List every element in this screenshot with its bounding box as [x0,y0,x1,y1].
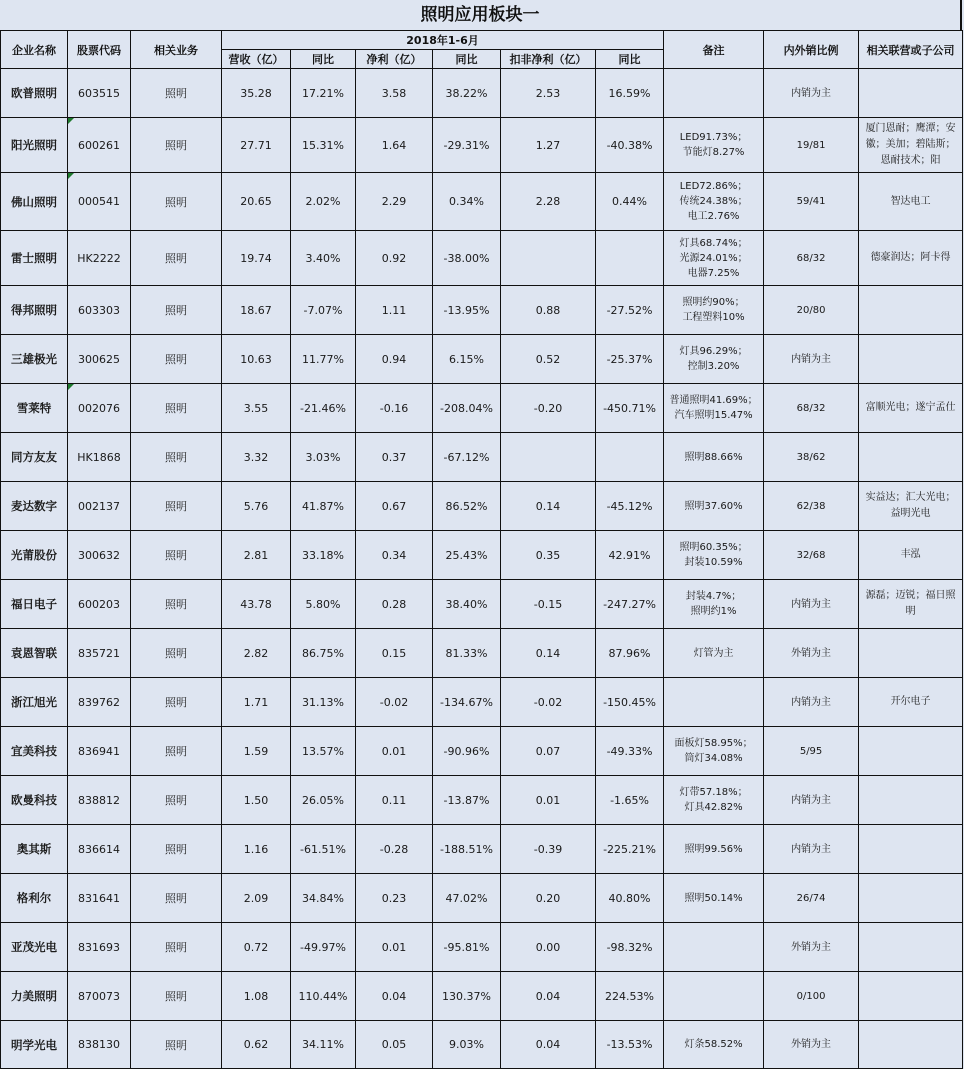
stock-code-cell: 838130 [68,1021,131,1069]
deducted-profit-yoy-cell: 224.53% [596,972,664,1021]
net-profit-yoy-cell: 47.02% [433,874,501,923]
subsidiaries-cell: 富顺光电；遂宁孟仕 [859,384,963,433]
net-profit-cell: 0.28 [356,580,433,629]
remark-cell [664,173,764,231]
stock-code-cell: 600203 [68,580,131,629]
domestic-export-ratio-cell: 5/95 [764,727,859,776]
remark-cell [664,286,764,335]
revenue-cell: 2.81 [222,531,291,580]
table-row [1,1021,963,1069]
domestic-export-ratio-cell: 68/32 [764,231,859,286]
deducted-profit-yoy-cell: -247.27% [596,580,664,629]
table-row [1,923,963,972]
deducted-profit-yoy-cell: 87.96% [596,629,664,678]
net-profit-yoy-cell: 25.43% [433,531,501,580]
header-revenue-yoy: 同比 [291,50,356,69]
net-profit-yoy-cell: 6.15% [433,335,501,384]
domestic-export-ratio-cell: 38/62 [764,433,859,482]
subsidiaries-cell [859,286,963,335]
business-cell: 照明 [131,874,222,923]
remark-cell: 灯管为主 [664,629,764,678]
subsidiaries-cell: 开尔电子 [859,678,963,727]
table-row [1,531,963,580]
remark-line: 照明约90%； [682,297,745,308]
net-profit-cell: 1.11 [356,286,433,335]
net-profit-yoy-cell: 0.34% [433,173,501,231]
company-cell: 福日电子 [1,580,68,629]
revenue-cell: 0.72 [222,923,291,972]
deducted-profit-cell: -0.20 [501,384,596,433]
remark-cell: 照明99.56% [664,825,764,874]
net-profit-cell: 0.92 [356,231,433,286]
net-profit-yoy-cell: -67.12% [433,433,501,482]
deducted-profit-cell: 0.52 [501,335,596,384]
revenue-yoy-cell: 34.11% [291,1021,356,1069]
net-profit-cell: -0.16 [356,384,433,433]
table-row [1,972,963,1021]
table-row [1,874,963,923]
deducted-profit-cell: 0.00 [501,923,596,972]
deducted-profit-yoy-cell: 40.80% [596,874,664,923]
subsidiaries-cell [859,923,963,972]
remark-cell [664,776,764,825]
table-row [1,286,963,335]
header-business: 相关业务 [131,31,222,69]
revenue-yoy-cell: 86.75% [291,629,356,678]
deducted-profit-cell: 0.01 [501,776,596,825]
deducted-profit-yoy-cell: -225.21% [596,825,664,874]
company-cell: 得邦照明 [1,286,68,335]
stock-code-cell: 603303 [68,286,131,335]
deducted-profit-yoy-cell: -40.38% [596,118,664,173]
remark-line: 照明约1% [690,606,737,617]
revenue-yoy-cell: 2.02% [291,173,356,231]
remark-cell: 灯条58.52% [664,1021,764,1069]
company-cell: 宜美科技 [1,727,68,776]
net-profit-cell: 0.11 [356,776,433,825]
subsidiaries-cell [859,629,963,678]
remark-line: LED72.86%； [679,181,748,192]
net-profit-cell: 1.64 [356,118,433,173]
remark-line: 面板灯58.95%； [674,738,753,749]
table-row [1,69,963,118]
deducted-profit-cell: 2.53 [501,69,596,118]
remark-line: 封装10.59% [684,557,743,568]
revenue-yoy-cell: -21.46% [291,384,356,433]
deducted-profit-yoy-cell: -98.32% [596,923,664,972]
stock-code-cell: 002076 [68,384,131,433]
table-row [1,482,963,531]
revenue-yoy-cell: 3.03% [291,433,356,482]
subsidiaries-cell: 源磊；迈锐；福日照明 [859,580,963,629]
deducted-profit-yoy-cell [596,433,664,482]
remark-line: 灯具42.82% [684,802,743,813]
revenue-yoy-cell: 31.13% [291,678,356,727]
table-row [1,629,963,678]
deducted-profit-cell [501,433,596,482]
revenue-cell: 2.09 [222,874,291,923]
remark-cell [664,231,764,286]
net-profit-cell: 0.05 [356,1021,433,1069]
table-row [1,384,963,433]
company-cell: 麦达数字 [1,482,68,531]
deducted-profit-cell: 0.20 [501,874,596,923]
business-cell: 照明 [131,482,222,531]
header-stock-code: 股票代码 [68,31,131,69]
domestic-export-ratio-cell: 外销为主 [764,1021,859,1069]
remark-line: LED91.73%； [679,132,748,143]
subsidiaries-cell: 智达电工 [859,173,963,231]
remark-cell [664,69,764,118]
revenue-cell: 10.63 [222,335,291,384]
revenue-cell: 0.62 [222,1021,291,1069]
remark-line: 汽车照明15.47% [674,410,753,421]
subsidiaries-cell [859,825,963,874]
stock-code-cell: 835721 [68,629,131,678]
net-profit-cell: 0.15 [356,629,433,678]
subsidiaries-cell [859,776,963,825]
deducted-profit-cell: -0.02 [501,678,596,727]
revenue-cell: 2.82 [222,629,291,678]
business-cell: 照明 [131,923,222,972]
deducted-profit-cell: 2.28 [501,173,596,231]
stock-code-cell: 831641 [68,874,131,923]
business-cell: 照明 [131,69,222,118]
stock-code-cell: 300625 [68,335,131,384]
remark-cell [664,118,764,173]
subsidiaries-cell: 丰泓 [859,531,963,580]
company-cell: 袁恩智联 [1,629,68,678]
business-cell: 照明 [131,629,222,678]
stock-code-cell: 600261 [68,118,131,173]
stock-code-cell: 839762 [68,678,131,727]
net-profit-cell: -0.02 [356,678,433,727]
net-profit-yoy-cell: 86.52% [433,482,501,531]
domestic-export-ratio-cell: 内销为主 [764,825,859,874]
revenue-yoy-cell: -61.51% [291,825,356,874]
remark-cell [664,972,764,1021]
revenue-yoy-cell: 41.87% [291,482,356,531]
net-profit-cell: 0.67 [356,482,433,531]
header-net-profit-yoy: 同比 [433,50,501,69]
business-cell: 照明 [131,1021,222,1069]
header-company: 企业名称 [1,31,68,69]
company-cell: 同方友友 [1,433,68,482]
deducted-profit-cell: -0.15 [501,580,596,629]
deducted-profit-yoy-cell: 42.91% [596,531,664,580]
header-remark: 备注 [664,31,764,69]
header-domestic-export-ratio: 内外销比例 [764,31,859,69]
net-profit-cell: -0.28 [356,825,433,874]
domestic-export-ratio-cell: 0/100 [764,972,859,1021]
net-profit-yoy-cell: 38.40% [433,580,501,629]
stock-code-cell: 002137 [68,482,131,531]
subsidiaries-cell [859,727,963,776]
domestic-export-ratio-cell: 68/32 [764,384,859,433]
revenue-yoy-cell: 34.84% [291,874,356,923]
domestic-export-ratio-cell: 内销为主 [764,69,859,118]
net-profit-cell: 0.23 [356,874,433,923]
deducted-profit-cell: 0.35 [501,531,596,580]
company-cell: 欧曼科技 [1,776,68,825]
net-profit-yoy-cell: -208.04% [433,384,501,433]
sheet-title: 照明应用板块一 [0,0,962,30]
remark-cell [664,923,764,972]
net-profit-yoy-cell: -29.31% [433,118,501,173]
deducted-profit-cell [501,231,596,286]
net-profit-cell: 0.94 [356,335,433,384]
stock-code-cell: HK2222 [68,231,131,286]
remark-line: 灯具96.29%； [679,346,748,357]
domestic-export-ratio-cell: 32/68 [764,531,859,580]
deducted-profit-yoy-cell: -45.12% [596,482,664,531]
deducted-profit-yoy-cell: -450.71% [596,384,664,433]
net-profit-yoy-cell: -90.96% [433,727,501,776]
deducted-profit-yoy-cell: 16.59% [596,69,664,118]
remark-line: 控制3.20% [687,361,740,372]
stock-code-cell: 838812 [68,776,131,825]
net-profit-yoy-cell: -188.51% [433,825,501,874]
net-profit-cell: 3.58 [356,69,433,118]
remark-line: 光源24.01%； [679,252,748,264]
revenue-cell: 43.78 [222,580,291,629]
remark-line: 筒灯34.08% [684,753,743,764]
deducted-profit-cell: 0.04 [501,1021,596,1069]
net-profit-cell: 0.34 [356,531,433,580]
revenue-yoy-cell: -7.07% [291,286,356,335]
revenue-cell: 19.74 [222,231,291,286]
header-revenue: 营收（亿） [222,50,291,69]
deducted-profit-yoy-cell: -25.37% [596,335,664,384]
net-profit-yoy-cell: -13.95% [433,286,501,335]
domestic-export-ratio-cell: 内销为主 [764,335,859,384]
header-net-profit: 净利（亿） [356,50,433,69]
revenue-yoy-cell: 5.80% [291,580,356,629]
net-profit-cell: 2.29 [356,173,433,231]
header-subsidiaries: 相关联营或子公司 [859,31,963,69]
company-cell: 光莆股份 [1,531,68,580]
stock-code-cell: 870073 [68,972,131,1021]
revenue-cell: 27.71 [222,118,291,173]
revenue-cell: 3.55 [222,384,291,433]
stock-code-cell: 831693 [68,923,131,972]
company-cell: 三雄极光 [1,335,68,384]
remark-cell [664,678,764,727]
revenue-cell: 20.65 [222,173,291,231]
domestic-export-ratio-cell: 内销为主 [764,678,859,727]
revenue-cell: 1.71 [222,678,291,727]
stock-code-cell: 836614 [68,825,131,874]
business-cell: 照明 [131,972,222,1021]
subsidiaries-cell [859,69,963,118]
table-row [1,825,963,874]
lighting-sector-table [0,30,963,1069]
subsidiaries-cell [859,335,963,384]
remark-line: 灯带57.18%； [679,787,748,798]
revenue-cell: 1.50 [222,776,291,825]
business-cell: 照明 [131,580,222,629]
company-cell: 奥其斯 [1,825,68,874]
revenue-yoy-cell: 15.31% [291,118,356,173]
revenue-cell: 3.32 [222,433,291,482]
revenue-yoy-cell: 26.05% [291,776,356,825]
revenue-yoy-cell: 13.57% [291,727,356,776]
net-profit-yoy-cell: -134.67% [433,678,501,727]
domestic-export-ratio-cell: 外销为主 [764,923,859,972]
remark-cell [664,727,764,776]
deducted-profit-cell: 0.14 [501,482,596,531]
domestic-export-ratio-cell: 59/41 [764,173,859,231]
subsidiaries-cell: 实益达；汇大光电；益明光电 [859,482,963,531]
deducted-profit-yoy-cell: 0.44% [596,173,664,231]
remark-line: 照明60.35%； [679,542,748,553]
subsidiaries-cell [859,972,963,1021]
remark-cell: 照明37.60% [664,482,764,531]
deducted-profit-yoy-cell: -13.53% [596,1021,664,1069]
deducted-profit-cell: 0.04 [501,972,596,1021]
company-cell: 佛山照明 [1,173,68,231]
company-cell: 浙江旭光 [1,678,68,727]
stock-code-cell: 603515 [68,69,131,118]
net-profit-cell: 0.01 [356,727,433,776]
table-row [1,118,963,173]
business-cell: 照明 [131,433,222,482]
domestic-export-ratio-cell: 内销为主 [764,580,859,629]
domestic-export-ratio-cell: 20/80 [764,286,859,335]
revenue-cell: 1.08 [222,972,291,1021]
revenue-yoy-cell: 11.77% [291,335,356,384]
business-cell: 照明 [131,384,222,433]
company-cell: 力美照明 [1,972,68,1021]
table-row [1,580,963,629]
subsidiaries-cell [859,1021,963,1069]
remark-cell [664,384,764,433]
company-cell: 明学光电 [1,1021,68,1069]
company-cell: 雪莱特 [1,384,68,433]
business-cell: 照明 [131,118,222,173]
deducted-profit-cell: 0.88 [501,286,596,335]
company-cell: 雷士照明 [1,231,68,286]
remark-line: 工程塑料10% [682,312,745,323]
net-profit-yoy-cell: 9.03% [433,1021,501,1069]
table-row [1,231,963,286]
deducted-profit-cell: 1.27 [501,118,596,173]
remark-line: 灯具68.74%； [679,237,748,249]
remark-cell [664,580,764,629]
revenue-yoy-cell: 17.21% [291,69,356,118]
business-cell: 照明 [131,776,222,825]
revenue-cell: 5.76 [222,482,291,531]
revenue-cell: 18.67 [222,286,291,335]
stock-code-cell: 300632 [68,531,131,580]
deducted-profit-yoy-cell: -27.52% [596,286,664,335]
business-cell: 照明 [131,173,222,231]
remark-line: 电器7.25% [687,267,740,279]
deducted-profit-yoy-cell: -49.33% [596,727,664,776]
remark-line: 节能灯8.27% [682,147,745,158]
business-cell: 照明 [131,286,222,335]
deducted-profit-yoy-cell: -150.45% [596,678,664,727]
table-row [1,433,963,482]
remark-line: 传统24.38%； [679,196,748,207]
remark-cell: 照明50.14% [664,874,764,923]
revenue-cell: 1.59 [222,727,291,776]
company-cell: 格利尔 [1,874,68,923]
domestic-export-ratio-cell: 62/38 [764,482,859,531]
revenue-yoy-cell: 3.40% [291,231,356,286]
domestic-export-ratio-cell: 26/74 [764,874,859,923]
deducted-profit-cell: -0.39 [501,825,596,874]
net-profit-yoy-cell: 81.33% [433,629,501,678]
subsidiaries-cell [859,874,963,923]
net-profit-yoy-cell: 38.22% [433,69,501,118]
remark-cell [664,531,764,580]
remark-cell [664,335,764,384]
net-profit-yoy-cell: 130.37% [433,972,501,1021]
business-cell: 照明 [131,531,222,580]
deducted-profit-yoy-cell: -1.65% [596,776,664,825]
business-cell: 照明 [131,678,222,727]
deducted-profit-yoy-cell [596,231,664,286]
header-deducted-profit-yoy: 同比 [596,50,664,69]
subsidiaries-cell: 厦门恩耐；鹰潭；安徽；美加；碧陆斯；恩耐技术；阳 [859,118,963,173]
subsidiaries-cell [859,433,963,482]
table-row [1,727,963,776]
business-cell: 照明 [131,335,222,384]
company-cell: 阳光照明 [1,118,68,173]
business-cell: 照明 [131,231,222,286]
net-profit-yoy-cell: -38.00% [433,231,501,286]
revenue-cell: 35.28 [222,69,291,118]
revenue-cell: 1.16 [222,825,291,874]
table-row [1,678,963,727]
remark-line: 电工2.76% [687,211,740,222]
net-profit-cell: 0.37 [356,433,433,482]
company-cell: 欧普照明 [1,69,68,118]
table-row [1,776,963,825]
stock-code-cell: HK1868 [68,433,131,482]
deducted-profit-cell: 0.07 [501,727,596,776]
domestic-export-ratio-cell: 外销为主 [764,629,859,678]
revenue-yoy-cell: -49.97% [291,923,356,972]
net-profit-cell: 0.04 [356,972,433,1021]
domestic-export-ratio-cell: 19/81 [764,118,859,173]
net-profit-yoy-cell: -13.87% [433,776,501,825]
domestic-export-ratio-cell: 内销为主 [764,776,859,825]
business-cell: 照明 [131,727,222,776]
revenue-yoy-cell: 110.44% [291,972,356,1021]
net-profit-yoy-cell: -95.81% [433,923,501,972]
header-period: 2018年1-6月 [222,31,664,50]
net-profit-cell: 0.01 [356,923,433,972]
stock-code-cell: 836941 [68,727,131,776]
table-row [1,173,963,231]
table-body [1,69,963,1069]
deducted-profit-cell: 0.14 [501,629,596,678]
stock-code-cell: 000541 [68,173,131,231]
revenue-yoy-cell: 33.18% [291,531,356,580]
table-row [1,335,963,384]
subsidiaries-cell: 德豪润达；阿卡得 [859,231,963,286]
header-deducted-profit: 扣非净利（亿） [501,50,596,69]
remark-line: 普通照明41.69%； [669,395,758,406]
remark-cell: 照明88.66% [664,433,764,482]
business-cell: 照明 [131,825,222,874]
company-cell: 亚茂光电 [1,923,68,972]
remark-line: 封装4.7%； [685,591,742,602]
